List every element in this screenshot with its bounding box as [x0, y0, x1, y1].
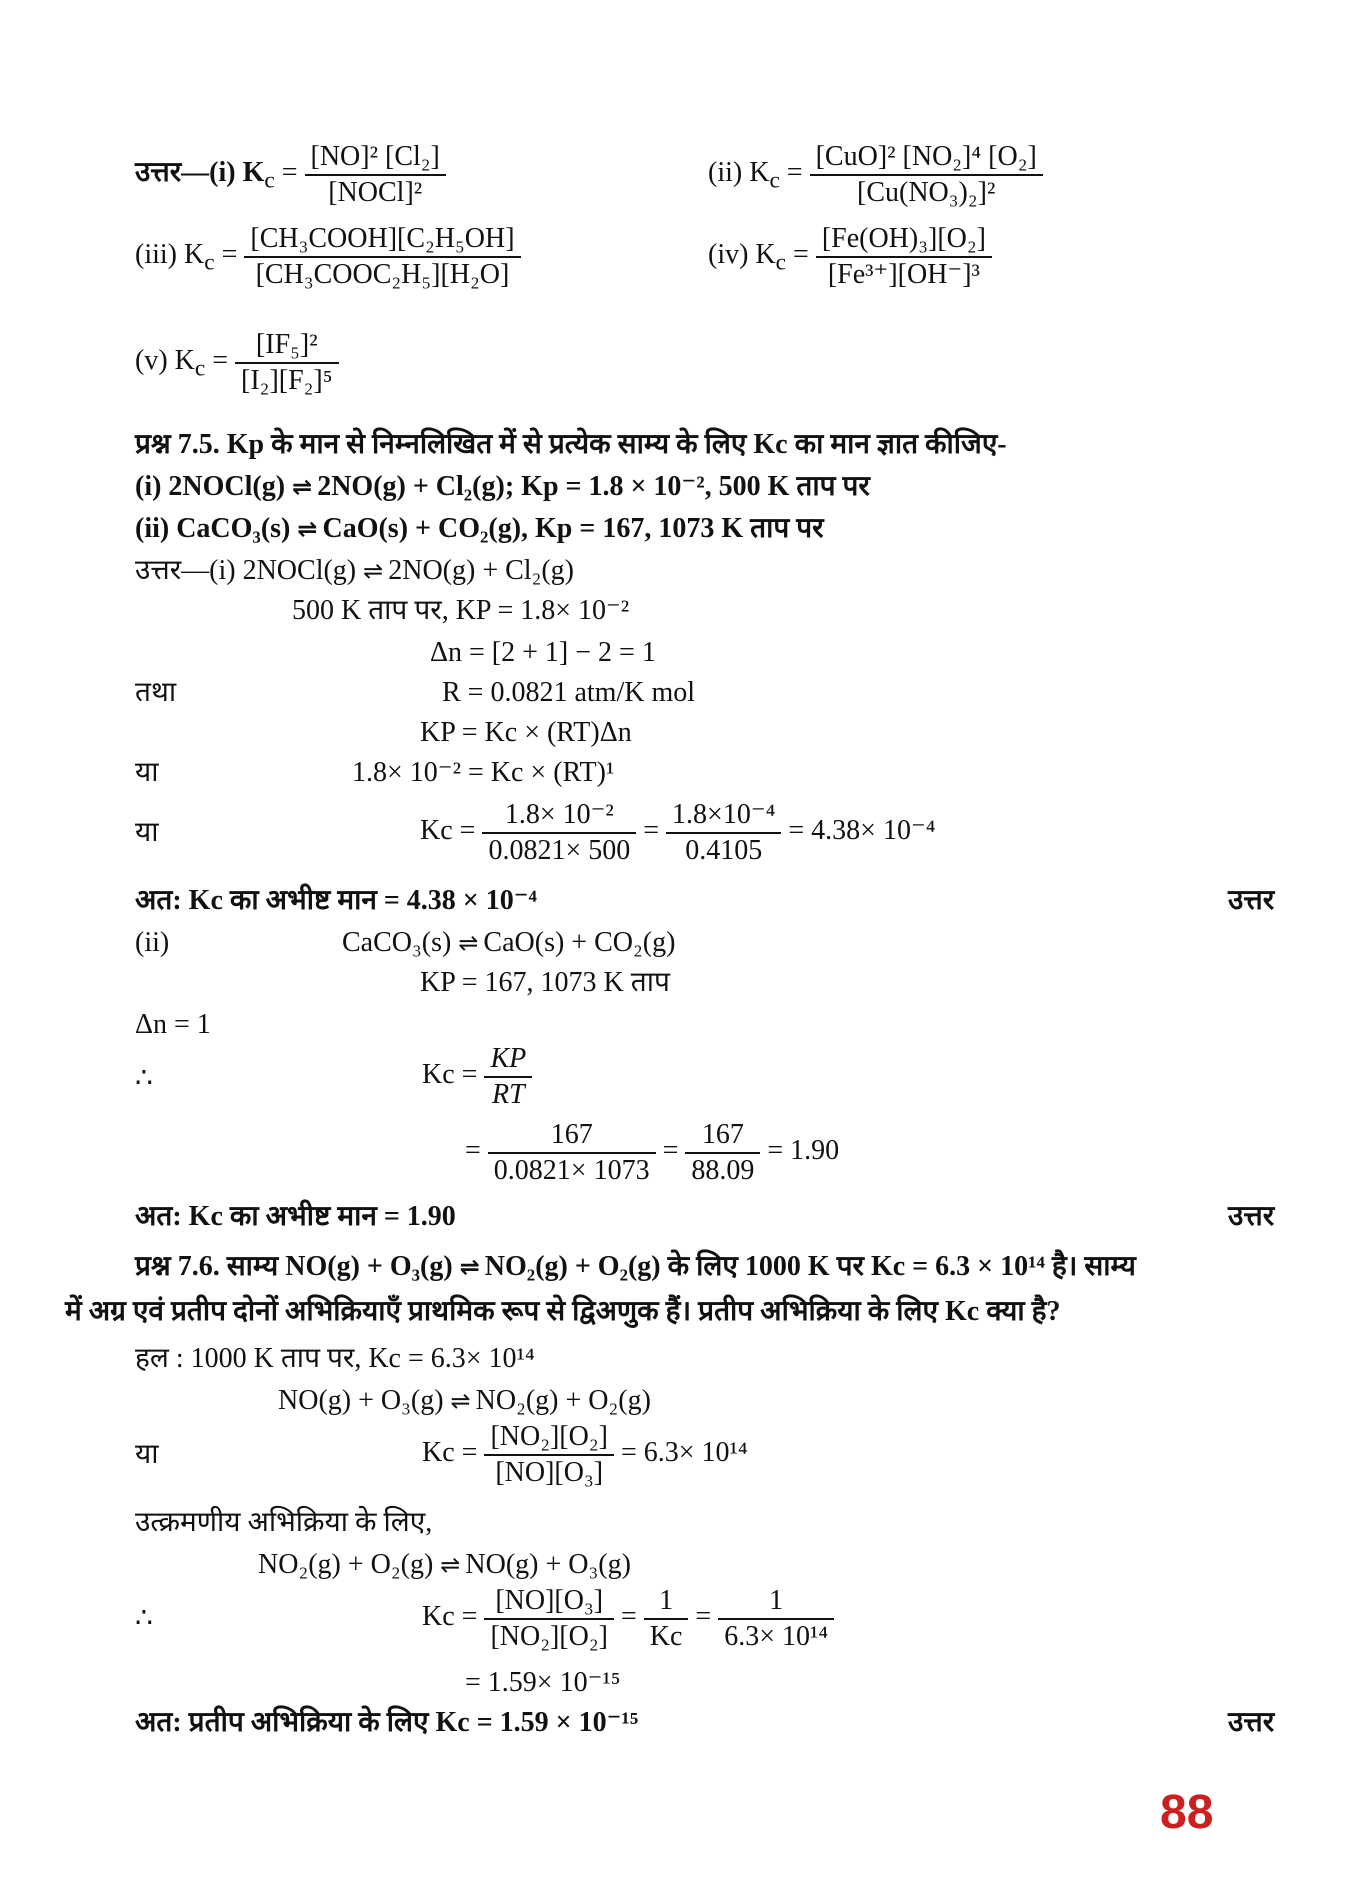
kp-relation-line: KP = Kc × (RT)Δn [420, 717, 632, 748]
q76-title [135, 1250, 1136, 1284]
reactants: उत्तर—(i) 2NOCl(g) [135, 555, 357, 586]
subscript: c [194, 355, 206, 382]
therefore-symbol: ∴ [135, 1063, 153, 1094]
denominator: [NO₂][O₂] [490, 1620, 608, 1652]
q75-title: प्रश्न 7.5. Kp के मान से निम्नलिखित में से प्रत्येक साम्य के लिए Kc का मान ज्ञात कीजिए- [135, 429, 1007, 460]
kc-lhs: Kc = [422, 1437, 478, 1469]
fraction [488, 1118, 656, 1187]
numerator: [CH₃COOH][C₂H₅OH] [244, 222, 520, 258]
hal-line: हल : 1000 K ताप पर, Kc = 6.3× 10¹⁴ [135, 1343, 535, 1374]
reverse-text: उत्क्रमणीय अभिक्रिया के लिए, [135, 1507, 433, 1538]
reverse-result: = 1.59× 10⁻¹⁵ [465, 1667, 621, 1698]
equilibrium-arrow-icon: ⇌ [459, 1253, 478, 1281]
ya-label: या [135, 757, 159, 788]
denominator: [NO][O₃] [495, 1456, 604, 1488]
uttar-label: उत्तर [1228, 1707, 1275, 1738]
numerator: 167 [685, 1118, 760, 1154]
uttar-label: उत्तर [1228, 885, 1275, 916]
fraction [810, 140, 1043, 209]
fraction [244, 222, 520, 291]
equilibrium-arrow-icon: ⇌ [292, 473, 311, 501]
numerator: [NO]² [Cl₂] [305, 140, 446, 176]
reactants: CaCO₃(s) [342, 927, 452, 958]
ya-label: या [135, 817, 159, 848]
answer-label: उत्तर—(i) K [135, 157, 265, 189]
q76-title-line2: में अग्र एवं प्रतीप दोनों अभिक्रियाएँ प्राथमिक रूप से द्विअणुक हैं। प्रतीप अभिक्रिया के लिए Kc क्या है? [65, 1296, 1061, 1327]
q75-final-i: अत: Kc का अभीष्ट मान = 4.38 × 10⁻⁴ [135, 885, 537, 916]
ya-label: या [135, 1439, 159, 1470]
kc-result: = 6.3× 10¹⁴ [620, 1437, 748, 1469]
reactants: NO₂(g) + O₂(g) [258, 1549, 434, 1580]
fraction [484, 1584, 613, 1653]
subscript: c [264, 167, 275, 194]
equilibrium-arrow-icon: ⇌ [440, 1551, 459, 1579]
substitution-line: 1.8× 10⁻² = Kc × (RT)¹ [352, 757, 615, 788]
numerator: KP [484, 1042, 532, 1078]
delta-n-line: Δn = [2 + 1] − 2 = 1 [430, 637, 656, 668]
products: CaO(s) + CO₂(g) [483, 927, 676, 958]
reactants: NO(g) + O₃(g) [278, 1385, 444, 1416]
kc-lhs: Kc = [422, 1601, 478, 1633]
denominator: 0.0821× 1073 [493, 1154, 650, 1186]
fraction [235, 328, 338, 397]
equilibrium-arrow-icon: ⇌ [363, 557, 382, 585]
reverse-equation [258, 1548, 631, 1582]
denominator: [CH₃COOC₂H₅][H₂O] [255, 258, 510, 290]
numerator: [CuO]² [NO₂]⁴ [O₂] [810, 140, 1043, 176]
numerator: 1 [644, 1584, 689, 1620]
fraction [482, 798, 636, 867]
fraction [718, 1584, 834, 1653]
tatha-label: तथा [135, 677, 177, 708]
q75-final-ii: अत: Kc का अभीष्ट मान = 1.90 [135, 1201, 456, 1232]
numerator: 1.8× 10⁻² [482, 798, 636, 834]
answer-ii: (ii) $K_c$ = $\frac{\text{[CuO]² [NO₂]⁴ [O₂]}}{\text{[Cu(NO₃)₂]²}}$ [708, 140, 1043, 209]
denominator: 88.09 [691, 1154, 755, 1186]
answer-i: उत्तर—(i) $K_c$ = $\frac{\text{[NO]² [Cl₂]}}{\text{[NOCl]²}}$ [135, 140, 446, 209]
answer-label: (v) K [135, 345, 195, 377]
q75-part-i [135, 470, 870, 504]
subscript: c [769, 167, 780, 194]
page-number: 88 [1160, 1786, 1214, 1839]
fraction [305, 140, 446, 209]
reactants: (i) 2NOCl(g) [135, 471, 286, 502]
denominator: 6.3× 10¹⁴ [724, 1620, 829, 1652]
products: 2NO(g) + Cl₂(g); Kp = 1.8 × 10⁻², 500 K ताप पर [317, 471, 870, 502]
ii-kp-line: KP = 167, 1073 K ताप [420, 967, 670, 998]
ii-kc-formula [422, 1042, 532, 1111]
part-ii-label: (ii) [135, 927, 170, 958]
therefore-symbol: ∴ [135, 1603, 153, 1634]
r-constant-line: R = 0.0821 atm/K mol [442, 677, 696, 708]
products: NO₂(g) + O₂(g) [475, 1385, 651, 1416]
numerator: [IF₅]² [235, 328, 338, 364]
kc-result: = 4.38× 10⁻⁴ [788, 815, 936, 847]
denominator: 0.0821× 500 [488, 834, 631, 866]
equilibrium-arrow-icon: ⇌ [450, 1387, 469, 1415]
kc-result: = 1.90 [767, 1135, 840, 1167]
answer-v: (v) $K_c$ = $\frac{\text{[IF₅]²}}{\text{[I₂][F₂]⁵}}$ [135, 328, 339, 397]
fraction [666, 798, 781, 867]
forward-kc [422, 1420, 748, 1489]
equilibrium-arrow-icon: ⇌ [458, 929, 477, 957]
fraction [484, 1042, 532, 1111]
ii-delta-n: Δn = 1 [135, 1009, 211, 1040]
numerator: [NO][O₃] [484, 1584, 613, 1620]
ii-kc-calculation: = $\frac{167}{0.0821\times 1073}$ = $\frac{167}{88.09}$ = 1.90 [465, 1119, 840, 1186]
uttar-label: उत्तर [1228, 1201, 1275, 1232]
answer-iii: (iii) $K_c$ = $\frac{\text{[CH₃COOH][C₂H₅OH]}}{\text{[CH₃COOC₂H₅][H₂O]}}$ [135, 222, 521, 291]
products: NO(g) + O₃(g) [465, 1549, 631, 1580]
fraction [816, 222, 992, 291]
denominator: [Fe³⁺][OH⁻]³ [827, 258, 980, 290]
answer-label: (iii) K [135, 239, 205, 271]
denominator: [Cu(NO₃)₂]² [857, 176, 996, 208]
kc-lhs: Kc = [422, 1059, 478, 1091]
denominator: [NOCl]² [328, 176, 423, 208]
answer-label: (ii) K [708, 157, 770, 189]
fraction [484, 1420, 613, 1489]
denominator: 0.4105 [685, 834, 763, 866]
answer-label: (iv) K [708, 239, 776, 271]
numerator: 167 [488, 1118, 656, 1154]
q75-part-ii [135, 512, 824, 546]
numerator: [NO₂][O₂] [484, 1420, 613, 1456]
q75-answer-i [135, 554, 574, 588]
equilibrium-arrow-icon: ⇌ [297, 515, 316, 543]
products: NO₂(g) + O₂(g) के लिए 1000 K पर Kc = 6.3 × 10¹⁴ है। साम्य [484, 1251, 1136, 1282]
caco3-equation [342, 926, 675, 960]
kc-lhs: Kc = [420, 815, 476, 847]
subscript: c [775, 249, 787, 276]
forward-equation [278, 1384, 651, 1418]
reverse-kc: Kc = $\frac{\text{[NO][O₃]}}{\text{[NO₂][O₂]}}$ = $\frac{1}{Kc}$ = $\frac{1}{\text{6.3× 10¹⁴}}$ [422, 1584, 834, 1653]
q76-final: अत: प्रतीप अभिक्रिया के लिए Kc = 1.59 × 10⁻¹⁵ [135, 1707, 639, 1738]
fraction [644, 1584, 689, 1653]
kc-calculation: Kc = $\frac{\text{1.8× 10⁻²}}{0.0821\times 500}$ = $\frac{\text{1.8×10⁻⁴}}{0.4105}$ = 4.38× 10⁻⁴ [420, 799, 936, 866]
products: 2NO(g) + Cl₂(g) [388, 555, 574, 586]
numerator: 1.8×10⁻⁴ [666, 798, 781, 834]
numerator: 1 [718, 1584, 834, 1620]
subscript: c [204, 249, 215, 276]
fraction [685, 1118, 760, 1187]
reactants: (ii) CaCO₃(s) [135, 513, 291, 544]
denominator: RT [492, 1078, 525, 1110]
denominator: [I₂][F₂]⁵ [241, 364, 333, 396]
products: CaO(s) + CO₂(g), Kp = 167, 1073 K ताप पर [322, 513, 824, 544]
kp-line: 500 K ताप पर, KP = 1.8× 10⁻² [292, 595, 630, 626]
reactants: प्रश्न 7.6. साम्य NO(g) + O₃(g) [135, 1251, 453, 1282]
answer-iv: (iv) $K_c$ = $\frac{\text{[Fe(OH)₃][O₂]}}{\text{[Fe³⁺][OH⁻]³}}$ [708, 222, 992, 291]
numerator: [Fe(OH)₃][O₂] [816, 222, 992, 258]
denominator: Kc [649, 1620, 683, 1652]
